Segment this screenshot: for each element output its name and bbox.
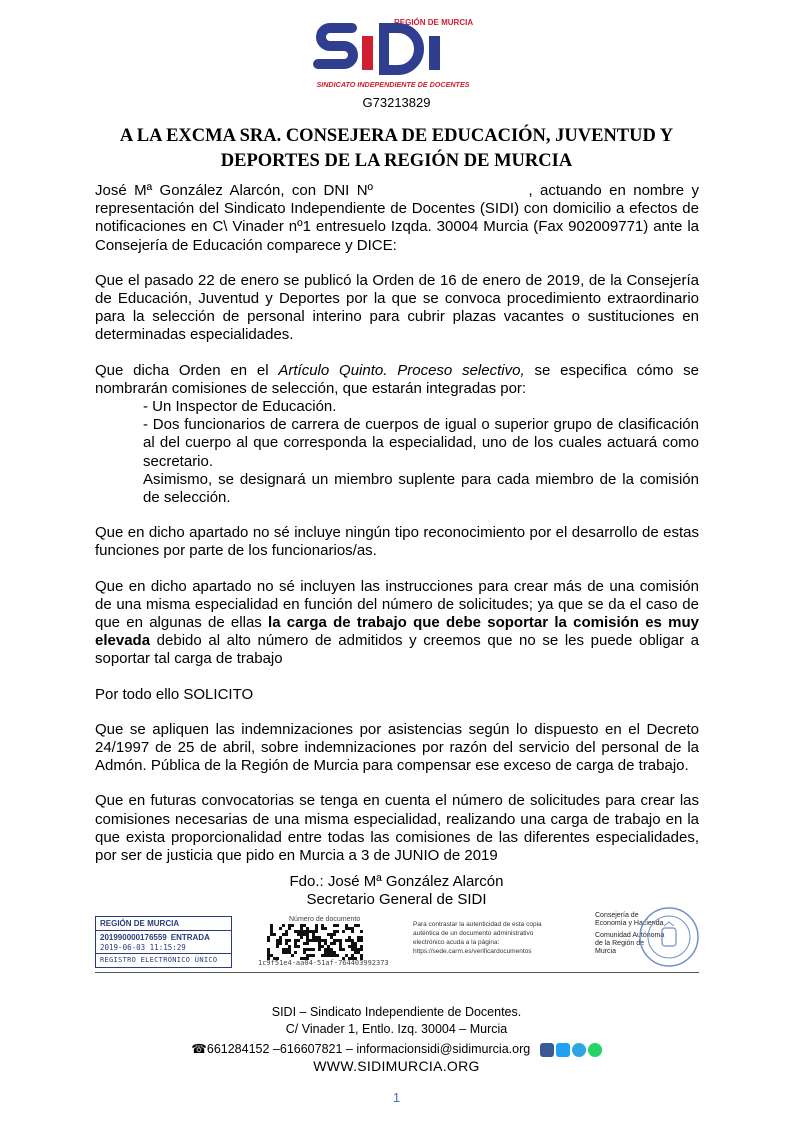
solicito-heading: Por todo ello SOLICITO [95, 685, 254, 703]
list-item-suplente: Asimismo, se designará un miembro suplente para cada miembro de la comisión de selección. [143, 470, 699, 507]
paragraph-reconocimiento: Que en dicho apartado no sé incluye ningún tipo reconocimiento por el desarrollo de estas funciones por parte de los funcionarios/as. [95, 524, 699, 560]
telegram-icon[interactable] [572, 1043, 586, 1057]
page-number: 1 [392, 1090, 401, 1105]
logo-region-text: REGIÓN DE MURCIA [394, 18, 474, 27]
sidi-logo [308, 14, 478, 96]
verify-text: Para contrastar la autenticidad de esta copia auténtica de un documento administrativo electrónico acuda a la página: https://sede.carm.es/verificardocumentos [413, 921, 542, 955]
stamp-divider [95, 972, 699, 973]
signature-name: Fdo.: José Mª González Alarcón [289, 873, 504, 890]
whatsapp-icon[interactable] [588, 1043, 602, 1057]
paragraph-articulo-text-b: se especifica cómo se nombrarán comisiones de selección, que estarán integradas por: [95, 361, 699, 397]
registry-stamp [95, 912, 699, 972]
footer-contact-row [0, 1041, 793, 1058]
registry-number: 201990000176559 [100, 933, 167, 942]
paragraph-articulo [95, 362, 699, 398]
list-item-funcionarios: - Dos funcionarios de carrera de cuerpos de igual o superior grupo de clasificación al del cuerpo al que corresponda la especialidad, uno de los cuales actuará como secretario. [143, 416, 699, 470]
sidi-logo-graphic [308, 14, 478, 96]
paragraph-orden: Que el pasado 22 de enero se publicó la Orden de 16 de enero de 2019, de la Consejería de Educación, Juventud y Deportes por la que se convoca procedimiento extraordinario para la selección de personal interino para cubrir plazas vacantes o sustituciones en determinadas especialidades. [95, 271, 699, 344]
signature-block [0, 873, 793, 909]
logo-tagline-text: SINDICATO INDEPENDIENTE DE DOCENTES [316, 80, 470, 89]
barcode-image [267, 924, 363, 960]
footer-website[interactable]: WWW.SIDIMURCIA.ORG [313, 1058, 480, 1074]
footer-contact: 661284152 –616607821 – informacionsidi@sidimurcia.org [206, 1042, 531, 1056]
paragraph-futuras: Que en futuras convocatorias se tenga en cuenta el número de solicitudes para crear las comisiones necesarias de una misma especialidad, realizando una carga de trabajo en la que exista proporcionalidad entre todas las comisiones de las diferentes especialidades, por ser de justicia que pido en Murcia a 3 de JUNIO de 2019 [95, 792, 699, 865]
footer-org: SIDI – Sindicato Independiente de Docentes. [271, 1005, 522, 1019]
registry-datetime: 2019-06-03 11:15:29 [96, 942, 231, 954]
government-line-2: Comunidad Autónoma de la Región de Murcia [595, 932, 665, 955]
registry-region: REGIÓN DE MURCIA [96, 917, 231, 931]
registry-label: REGISTRO ELECTRÓNICO ÚNICO [100, 956, 218, 964]
list-item-inspector: - Un Inspector de Educación. [143, 398, 337, 416]
registry-number-row [96, 931, 231, 942]
official-seal-icon [638, 906, 700, 968]
signature-role: Secretario General de SIDI [306, 891, 487, 908]
registry-box [95, 916, 232, 968]
footer [0, 1004, 793, 1075]
paragraph-articulo-italic: Artículo Quinto. Proceso selectivo, [278, 361, 525, 379]
paragraph-indemnizaciones: Que se apliquen las indemnizaciones por asistencias según lo dispuesto en el Decreto 24/1997 de 25 de abril, sobre indemnizaciones por razón del servicio del personal de la Admón. Pública de la Región de Murcia para compensar ese exceso de carga de trabajo. [95, 720, 699, 775]
phone-icon: ☎ [191, 1042, 207, 1056]
registry-type: ENTRADA [170, 933, 210, 942]
document-title: A LA EXCMA SRA. CONSEJERA DE EDUCACIÓN, JUVENTUD Y DEPORTES DE LA REGIÓN DE MURCIA [119, 126, 674, 171]
twitter-icon[interactable] [556, 1043, 570, 1057]
facebook-icon[interactable] [540, 1043, 554, 1057]
government-line-1: Consejería de Economía y Hacienda [595, 912, 664, 927]
intro-paragraph: José Mª González Alarcón, con DNI Nº , actuando en nombre y representación del Sindicato Independiente de Docentes (SIDI) con domicilio a efectos de notificaciones en C\ Vinader nº1 entresuelo Izqda. 30004 Murcia (Fax 902009771) ante la Consejería de Educación comparece y DICE: [95, 182, 704, 254]
paragraph-carga-bold: la carga de trabajo que debe soportar la comisión es muy elevada [95, 614, 699, 650]
paragraph-carga-text-a: Que en dicho apartado no sé incluyen las instrucciones para crear más de una comisión de una misma especialidad en función del número de solicitudes; ya que se da el caso de que en algunas de ellas [95, 577, 699, 632]
paragraph-carga-text-b: debido al alto número de admitidos y creemos que no se les puede obligar a soportar tal carga de trabajo [95, 632, 699, 668]
paragraph-articulo-text-a: Que dicha Orden en el [95, 361, 279, 379]
doc-number: 1c9f51e4-aa04-51af-764403992373 [258, 959, 389, 967]
social-icons [540, 1043, 602, 1057]
paragraph-carga [95, 578, 699, 669]
footer-address: C/ Vinader 1, Entlo. Izq. 30004 – Murcia [285, 1022, 508, 1036]
doc-number-label: Número de documento [289, 916, 361, 923]
document-body [95, 182, 704, 865]
cif-number: G73213829 [362, 95, 431, 110]
